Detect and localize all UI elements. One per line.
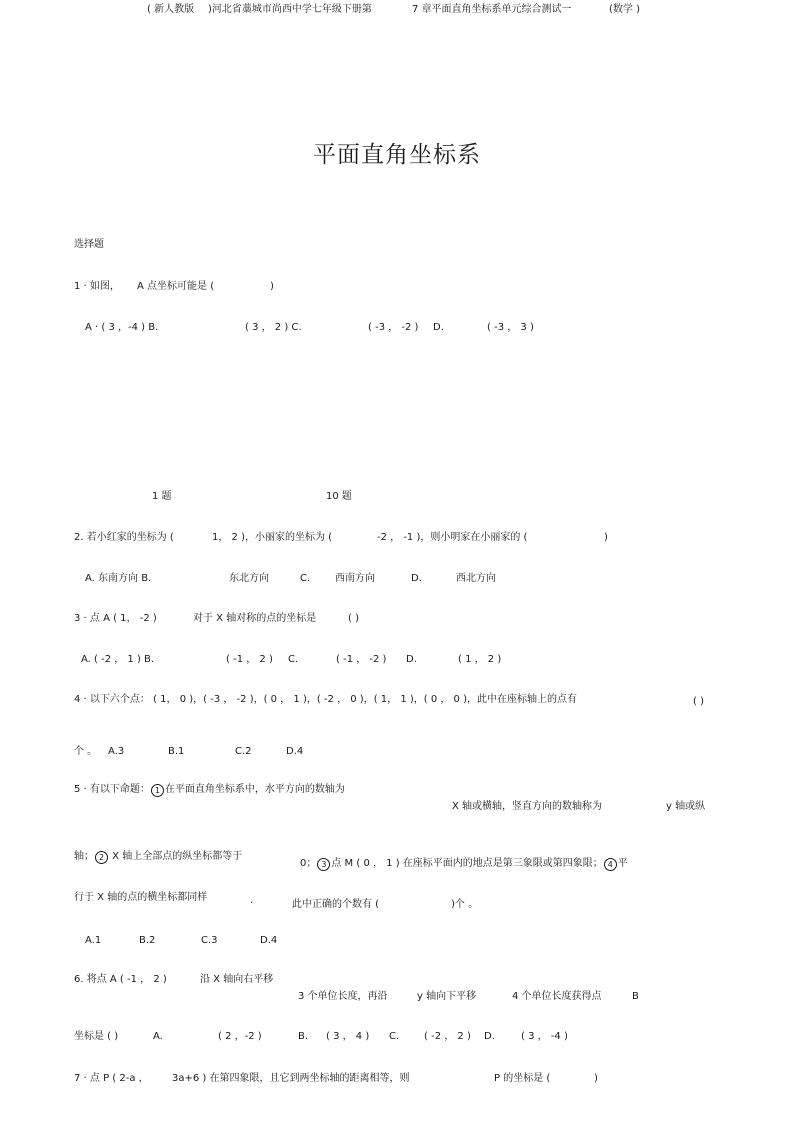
q1-stem-c: ): [270, 281, 274, 292]
q2-option-c: 西南方向: [335, 573, 375, 584]
q4-stem: 4 · 以下六个点： ( 1， 0 )，( -3 ， -2 )，( 0 ， 1 )，( -2 ， 0 )，( 1， 1 )，( 0 ， 0 )，此中在座标轴上的点有: [74, 694, 577, 705]
figure-label-1: 1 题: [152, 491, 172, 502]
q5-line1-a: 5 · 有以下命题：: [74, 784, 150, 795]
q5-line4-b: .: [250, 895, 254, 906]
q6-line3-a: 坐标是 ( ): [74, 1031, 119, 1042]
q5-line3-d: 点 M ( 0 ， 1 ) 在座标平面内的地点是第三象限或第四象限；: [331, 858, 603, 869]
q2-option-d: 西北方向: [456, 573, 496, 584]
q5-option-a: A.1: [85, 935, 102, 946]
figure-label-10: 10 题: [326, 491, 352, 502]
q2-option-c-label: C.: [300, 573, 311, 584]
header-school: )河北省藁城市尚西中学七年级下册第: [208, 4, 372, 15]
q5-line3-a: 轴；: [74, 851, 94, 862]
q1-option-c: ( -3 ， -2 ): [368, 322, 419, 333]
q6-line2-c: 4 个单位长度获得点: [512, 991, 602, 1002]
q5-number-4: 4: [604, 858, 617, 871]
q3-stem-c: ( ): [348, 613, 359, 624]
q3-option-c: ( -1 ， -2 ): [336, 654, 387, 665]
q6-option-d-label: D.: [484, 1031, 495, 1042]
q6-option-c: ( -2 ， 2 ): [424, 1031, 471, 1042]
q2-option-b: 东北方向: [229, 573, 269, 584]
q5-option-b: B.2: [139, 935, 156, 946]
q4-count: 个 。: [74, 746, 98, 757]
header-chapter: 7 章平面直角坐标系单元综合测试一: [412, 4, 572, 15]
q2-stem-c: -2 ， -1 )，则小明家在小丽家的 (: [377, 532, 528, 543]
q6-option-d: ( 3 ， -4 ): [521, 1031, 568, 1042]
q1-stem-b: A 点坐标可能是 (: [137, 281, 215, 292]
q5-line3-c: 0；: [300, 858, 317, 869]
q5-line2-b: y 轴或纵: [666, 801, 706, 812]
q4-option-d: D.4: [286, 746, 304, 757]
q1-option-d: ( -3 ， 3 ): [487, 322, 534, 333]
q6-option-b-label: B.: [298, 1031, 309, 1042]
q5-line4-a: 行于 X 轴的点的横坐标都同样: [74, 892, 208, 903]
q5-line4-c: 此中正确的个数有 (: [292, 899, 380, 910]
q2-option-d-label: D.: [411, 573, 422, 584]
q5-number-3: 3: [317, 858, 330, 871]
q5-line2-a: X 轴或横轴，竖直方向的数轴称为: [452, 801, 603, 812]
q2-option-a: A. 东南方向 B.: [85, 573, 152, 584]
q5-number-1: 1: [151, 784, 164, 797]
q1-option-d-label: D.: [433, 322, 444, 333]
page-title: 平面直角坐标系: [313, 142, 481, 168]
q5-line3-right: [300, 858, 628, 871]
q4-option-a: A.3: [108, 746, 125, 757]
q4-option-b: B.1: [168, 746, 185, 757]
q2-stem-d: ): [604, 532, 608, 543]
q3-option-d: ( 1 ， 2 ): [458, 654, 502, 665]
q5-line4-d: )个 。: [451, 899, 479, 910]
q7-line1-d: ): [594, 1073, 598, 1084]
q1-option-a: A · ( 3 ，-4 ) B.: [85, 322, 159, 333]
q6-line2-d: B: [632, 991, 639, 1002]
q5-number-2: 2: [95, 851, 108, 864]
q5-option-d: D.4: [260, 935, 278, 946]
q7-line1-b: 3a+6 ) 在第四象限，且它到两坐标轴的距离相等，则: [172, 1073, 410, 1084]
section-heading: 选择题: [74, 239, 104, 250]
q5-line3-left: [74, 851, 242, 864]
q6-option-c-label: C.: [389, 1031, 400, 1042]
q4-answer-paren: ( ): [693, 696, 704, 707]
q7-line1-c: P 的坐标是 (: [494, 1073, 551, 1084]
q3-option-c-label: C.: [288, 654, 299, 665]
q2-stem-b: 1， 2 )，小丽家的坐标为 (: [212, 532, 333, 543]
q7-line1-a: 7 · 点 P ( 2-a ，: [74, 1073, 149, 1084]
q6-line1-b: 沿 X 轴向右平移: [200, 974, 274, 985]
q3-option-a: A. ( -2 ， 1 ) B.: [81, 654, 155, 665]
q5-line1-b: 在平面直角坐标系中，水平方向的数轴为: [164, 784, 345, 795]
q6-line1-a: 6. 将点 A ( -1 ， 2 ): [74, 974, 167, 985]
q4-option-c: C.2: [235, 746, 252, 757]
q3-option-b: ( -1 ， 2 ): [226, 654, 273, 665]
q6-option-a: ( 2 ，-2 ): [218, 1031, 262, 1042]
q3-option-d-label: D.: [406, 654, 417, 665]
q5-line3-e: 平: [617, 858, 628, 869]
q6-line2-b: y 轴向下平移: [417, 991, 477, 1002]
q6-option-a-label: A.: [153, 1031, 163, 1042]
q3-stem-b: 对于 X 轴对称的点的坐标是: [193, 613, 317, 624]
q6-line2-a: 3 个单位长度，再沿: [298, 991, 388, 1002]
q6-option-b: ( 3 ， 4 ): [326, 1031, 370, 1042]
header-subject: (数学 ): [609, 4, 640, 15]
header-edition: ( 新人教版: [147, 4, 195, 15]
q5-option-c: C.3: [201, 935, 218, 946]
q5-line1: [74, 784, 345, 797]
q5-line3-b: X 轴上全部点的纵坐标都等于: [109, 851, 243, 862]
q2-stem-a: 2. 若小红家的坐标为 (: [74, 532, 174, 543]
q1-stem-a: 1 · 如图，: [74, 281, 120, 292]
q3-stem-a: 3 · 点 A ( 1， -2 ): [74, 613, 157, 624]
q1-option-b: ( 3 ， 2 ) C.: [245, 322, 302, 333]
